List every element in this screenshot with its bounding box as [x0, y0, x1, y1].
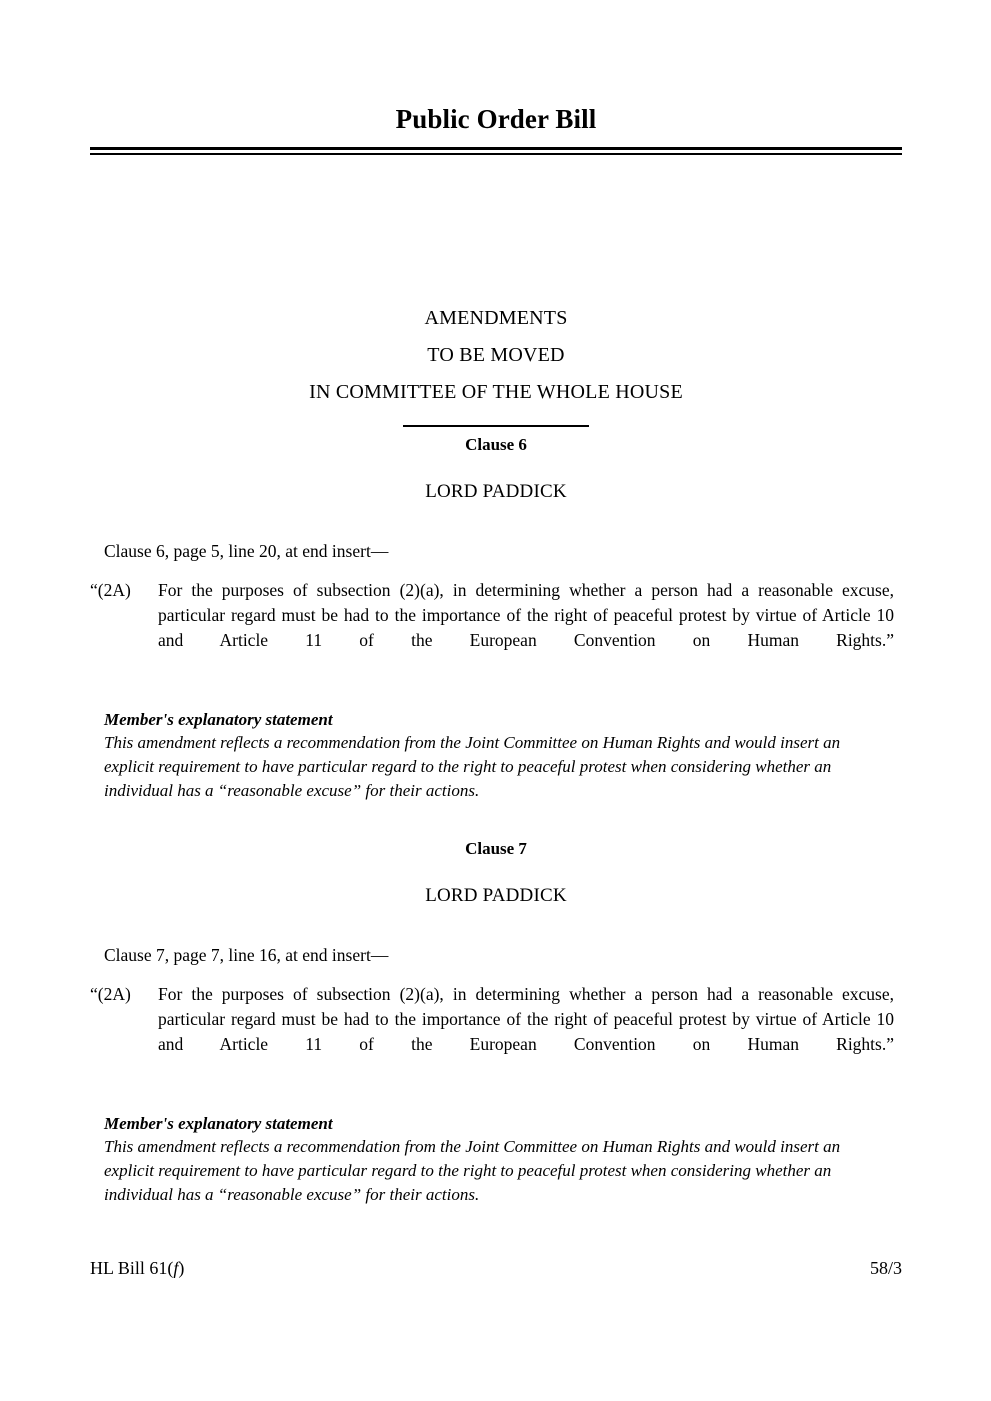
- page-footer: [90, 1258, 902, 1279]
- explanatory-statement-text: This amendment reflects a recommendation from the Joint Committee on Human Rights and would insert an explicit requirement to have particular regard to the right to peaceful protest when considering whether an individual has a “reasonable excuse” for their actions.: [104, 1137, 841, 1204]
- masthead-rule-thin: [90, 153, 902, 155]
- explanatory-statement-text: This amendment reflects a recommendation from the Joint Committee on Human Rights and would insert an explicit requirement to have particular regard to the right to peaceful protest when considering whether an individual has a “reasonable excuse” for their actions.: [104, 733, 841, 800]
- sponsor-name: LORD PADDICK: [425, 885, 567, 906]
- masthead-double-rule: [90, 147, 902, 155]
- amendment-paragraph-text: For the purposes of subsection (2)(a), in determining whether a person had a reasonable excuse, particular regard must be had to the importance of the right of peaceful protest by virtue of Article 10 and Article 11 of the European Convention on Human Rights.”: [158, 984, 894, 1054]
- heading-line-in-committee: IN COMMITTEE OF THE WHOLE HOUSE: [309, 381, 683, 403]
- amendment-paragraph-number: “(2A): [90, 580, 131, 600]
- heading-block: [90, 300, 902, 427]
- amendment-paragraph-text: For the purposes of subsection (2)(a), in determining whether a person had a reasonable excuse, particular regard must be had to the importance of the right of peaceful protest by virtue of Article 10 and Article 11 of the European Convention on Human Rights.”: [158, 580, 894, 650]
- bill-identifier-prefix: HL Bill 61(: [90, 1258, 174, 1278]
- masthead: [90, 104, 902, 155]
- clause-heading: Clause 6: [465, 435, 527, 454]
- page-title: Public Order Bill: [395, 104, 597, 134]
- sponsor-name: LORD PADDICK: [425, 481, 567, 502]
- amendment-section: [90, 435, 902, 803]
- amendment-reference: [90, 541, 902, 562]
- amendment-section: [90, 839, 902, 1207]
- explanatory-statement-title: Member's explanatory statement: [104, 1114, 333, 1133]
- bill-identifier-suffix: ): [178, 1258, 185, 1278]
- amendment-paragraph-number: “(2A): [90, 984, 131, 1004]
- heading-line-to-be-moved: TO BE MOVED: [427, 344, 565, 366]
- bill-identifier-letter: f: [173, 1258, 179, 1278]
- explanatory-statement-title: Member's explanatory statement: [104, 710, 333, 729]
- amendment-reference: [90, 945, 902, 966]
- amendment-reference-text: Clause 7, page 7, line 16, at end insert: [104, 945, 371, 965]
- section-spacer: [90, 803, 902, 829]
- amendment-paragraph: [90, 982, 902, 1082]
- amendment-reference-dash: —: [370, 945, 389, 965]
- amendment-paragraph: [90, 578, 902, 678]
- bill-identifier: [90, 1258, 184, 1279]
- amendment-reference-dash: —: [370, 541, 389, 561]
- page-number: 58/3: [869, 1258, 902, 1278]
- explanatory-statement: [90, 1112, 902, 1207]
- explanatory-statement: [90, 708, 902, 803]
- heading-line-amendments: AMENDMENTS: [424, 307, 568, 329]
- clause-heading: Clause 7: [465, 839, 527, 858]
- amendment-reference-text: Clause 6, page 5, line 20, at end insert: [104, 541, 371, 561]
- amendments-content: [90, 425, 902, 1207]
